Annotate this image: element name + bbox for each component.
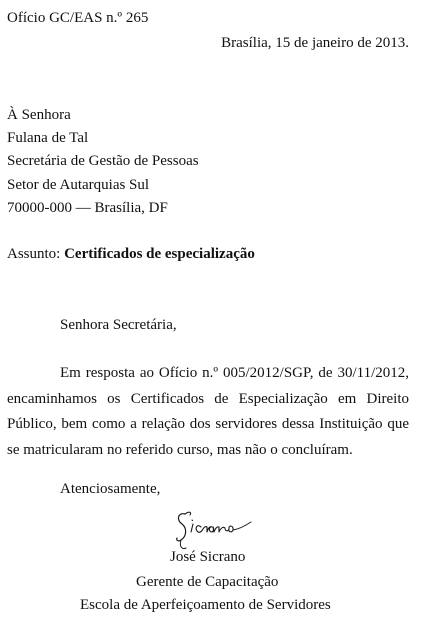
document-number: Ofício GC/EAS n.º 265 (7, 10, 149, 26)
recipient-name: Fulana de Tal (7, 130, 89, 147)
handwritten-signature (173, 505, 257, 551)
closing: Atenciosamente, (60, 481, 161, 497)
signer-role: Gerente de Capacitação (136, 574, 279, 590)
body-paragraph: Em resposta ao Ofício n.º 005/2012/SGP, de 30/11/2012, encaminhamos os Certificados de Especialização em Direito Público, bem como a relação dos servidores dessa Instituição que se matricularam no referido curso, mas não o concluíram. (7, 365, 409, 458)
recipient-office: Secretária de Gestão de Pessoas (7, 153, 199, 170)
subject-line (7, 245, 255, 263)
signer-department: Escola de Aperfeiçoamento de Servidores (80, 597, 331, 613)
subject-label: Assunto: (7, 246, 61, 262)
recipient-block (7, 104, 199, 220)
subject-text: Certificados de especialização (64, 246, 255, 262)
salutation: Senhora Secretária, (60, 317, 177, 333)
signer-name: José Sicrano (170, 549, 246, 565)
recipient-vocative: À Senhora (7, 107, 71, 123)
recipient-address: Setor de Autarquias Sul (7, 176, 150, 193)
document-date: Brasília, 15 de janeiro de 2013. (221, 35, 409, 51)
recipient-city: 70000-000 — Brasília, DF (7, 199, 168, 216)
